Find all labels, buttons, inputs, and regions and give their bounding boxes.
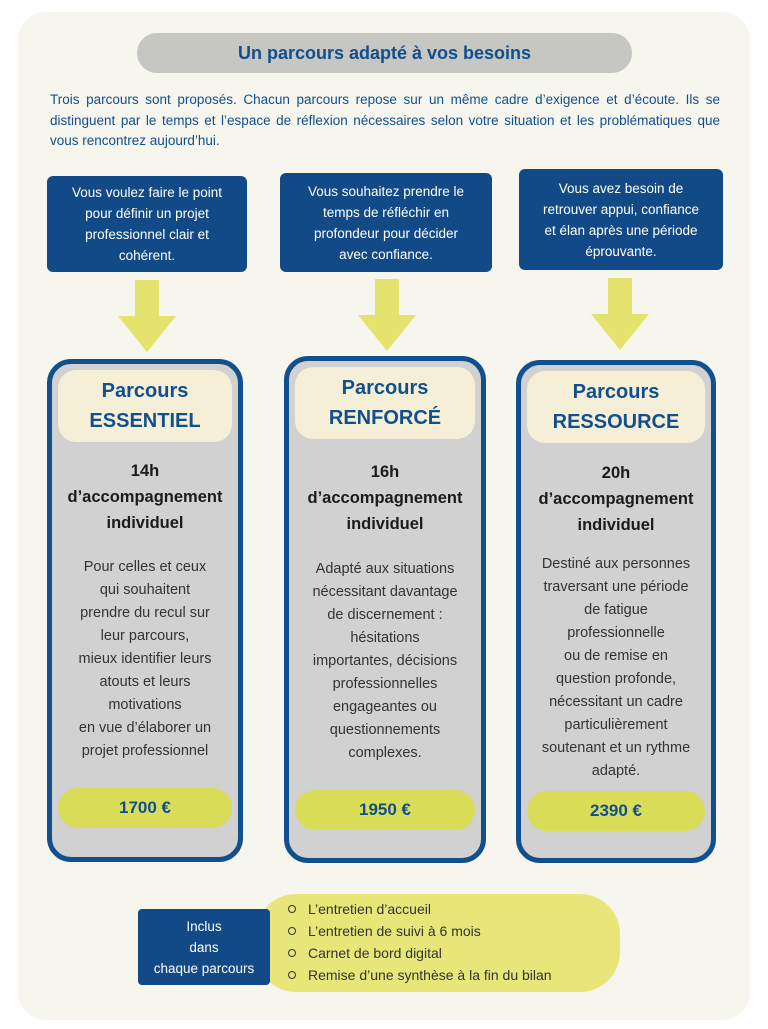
hours-label: individuel [577,516,655,534]
included-item: L’entretien de suivi à 6 mois [288,920,552,942]
card-description [299,558,471,765]
hours-value: 16h [370,463,400,481]
desc-line: engageantes ou [332,699,437,715]
card-head-line: Parcours [101,380,189,402]
included-label-line: Inclus [186,918,222,934]
card-header [58,370,232,442]
desc-line: atouts et leurs [99,674,191,690]
included-label-line: dans [189,939,219,955]
included-item: Carnet de bord digital [288,942,552,964]
card-header [295,367,475,439]
desc-line: Destiné aux personnes [541,556,691,572]
card-ressource [516,360,716,863]
card-head-name: RESSOURCE [552,411,680,433]
need-line: Vous souhaitez prendre le [307,183,465,199]
card-hours [521,460,711,538]
card-header [527,371,705,443]
need-line: cohérent. [118,248,176,263]
desc-line: qui souhaitent [99,582,191,598]
need-line: éprouvante. [585,243,657,259]
card-essentiel [47,359,243,862]
card-head-name: ESSENTIEL [89,410,201,432]
hours-label: individuel [346,515,424,533]
need-line: pour définir un projet [85,206,209,221]
desc-line: soutenant et un rythme [541,740,691,756]
need-line: et élan après une période [544,222,698,238]
desc-line: motivations [108,697,182,713]
need-line: avec confiance. [339,246,433,262]
desc-line: complexes. [348,745,422,761]
need-box-ressource [519,169,723,270]
included-label-line: chaque parcours [153,960,255,976]
desc-line: mieux identifier leurs [78,651,212,667]
need-line: profondeur pour décider [313,225,459,241]
down-arrow-icon [358,279,416,351]
included-list [288,898,552,986]
need-line: Vous avez besoin de [558,180,684,196]
hours-label: d’accompagnement [67,488,223,506]
desc-line: leur parcours, [100,628,190,644]
hours-label: d’accompagnement [307,489,463,507]
hours-value: 14h [130,462,160,480]
price-badge: 2390 € [527,791,705,831]
desc-line: questionnements [329,722,441,738]
card-hours [52,458,238,536]
desc-line: Pour celles et ceux [83,559,207,575]
need-box-renforce [280,173,492,272]
desc-line: traversant une période [543,579,689,595]
page-title: Un parcours adapté à vos besoins [137,33,632,73]
card-head-line: Parcours [341,377,429,399]
card-head-line: Parcours [572,381,660,403]
need-line: temps de réfléchir en [322,204,450,220]
desc-line: nécessitant davantage [312,584,458,600]
need-box-essentiel [47,176,247,272]
card-hours [289,459,481,537]
card-description [62,556,228,763]
hours-label: d’accompagnement [538,490,694,508]
desc-line: adapté. [591,763,641,779]
included-item: Remise d’une synthèse à la fin du bilan [288,964,552,986]
need-line: professionnel clair et [85,227,209,242]
price-badge: 1950 € [295,790,475,830]
card-description [531,553,701,783]
price-badge: 1700 € [58,788,232,828]
desc-line: professionnelle [567,625,665,641]
included-label [138,909,270,985]
desc-line: en vue d’élaborer un [78,720,212,736]
desc-line: professionnelles [332,676,438,692]
desc-line: Adapté aux situations [315,561,455,577]
intro-paragraph: Trois parcours sont proposés. Chacun parcours repose sur un même cadre d’exigence et d’écoute. Ils se distinguent par le temps et l’espace de réflexion nécessaires selon votre situation et les problématiques que vous rencontrez aujourd’hui. [50,92,720,148]
included-item: L’entretien d’accueil [288,898,552,920]
desc-line: projet professionnel [81,743,209,759]
desc-line: hésitations [350,630,420,646]
desc-line: de fatigue [584,602,648,618]
down-arrow-icon [591,278,649,350]
desc-line: question profonde, [555,671,677,687]
need-line: Vous voulez faire le point [71,185,223,200]
need-line: retrouver appui, confiance [542,201,700,217]
desc-line: ou de remise en [564,648,668,664]
desc-line: nécessitant un cadre [549,694,683,710]
hours-value: 20h [601,464,631,482]
desc-line: prendre du recul sur [80,605,210,621]
desc-line: importantes, décisions [312,653,458,669]
down-arrow-icon [118,280,176,352]
desc-line: particulièrement [564,717,668,733]
desc-line: de discernement : [327,607,443,623]
card-renforce [284,356,486,863]
hours-label: individuel [106,514,184,532]
card-head-name: RENFORCÉ [328,407,442,429]
